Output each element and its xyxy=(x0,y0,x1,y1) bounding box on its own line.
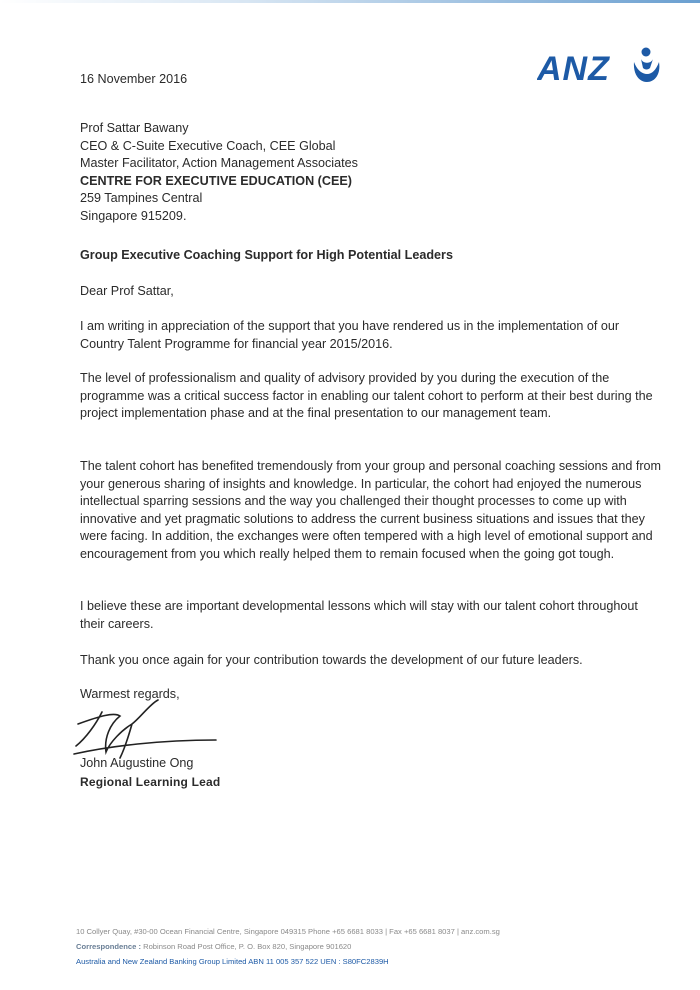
letter-salutation: Dear Prof Sattar, xyxy=(80,284,174,298)
recipient-name: Prof Sattar Bawany xyxy=(80,121,189,135)
paragraph-appreciation: I am writing in appreciation of the support that you have rendered us in the implementation of our Country Talent Programme for financial year 2015/2016. xyxy=(80,319,620,351)
anz-logo-text: ANZ xyxy=(537,50,610,88)
recipient-street: 259 Tampines Central xyxy=(80,191,203,205)
paragraph-coaching-benefits: The talent cohort has benefited tremendously from your group and personal coaching sessions and from your generous sharing of insights and knowledge. In particular, the cohort had enjoyed the numerous intellectual sparring sessions and the way you challenged their thought processes to come up with innovative and yet pragmatic solutions to address the current business situations and issues that they were facing. In addition, the exchanges were often tempered with a high level of emotional support and encouragement from you which really helped them to remain focused when the going got tough. xyxy=(80,459,662,561)
footer-correspondence-label: Correspondence : xyxy=(76,942,141,951)
footer-correspondence-text: Robinson Road Post Office, P. O. Box 820, Singapore 901620 xyxy=(140,942,352,951)
paragraph-lessons: I believe these are important developmental lessons which will stay with our talent cohort throughout their careers. xyxy=(80,599,638,631)
top-border-line xyxy=(0,0,700,3)
paragraph-thanks: Thank you once again for your contribution towards the development of our future leaders. xyxy=(80,653,583,667)
anz-logo-graphic xyxy=(537,46,661,90)
signer-name: John Augustine Ong xyxy=(80,756,194,770)
letterhead-footer xyxy=(76,924,676,969)
footer-entity-line: Australia and New Zealand Banking Group Limited ABN 11 005 357 522 UEN : S80FC2839H xyxy=(76,957,389,966)
recipient-address xyxy=(80,120,358,225)
recipient-title-2: Master Facilitator, Action Management Associates xyxy=(80,156,358,170)
anz-logo xyxy=(537,46,661,90)
footer-correspondence xyxy=(76,939,676,954)
letter-closing: Warmest regards, xyxy=(80,687,180,701)
signer-title: Regional Learning Lead xyxy=(80,775,221,789)
recipient-organization: CENTRE FOR EXECUTIVE EDUCATION (CEE) xyxy=(80,173,352,188)
letter-subject: Group Executive Coaching Support for High Potential Leaders xyxy=(80,248,453,262)
anz-people-symbol xyxy=(634,48,659,83)
handwritten-signature xyxy=(70,694,220,769)
paragraph-professionalism: The level of professionalism and quality of advisory provided by you during the execution of the programme was a critical success factor in enabling our talent cohort to perform at their best during the project implementation phase and at the final presentation to our management team. xyxy=(80,371,653,420)
footer-address-line: 10 Collyer Quay, #30-00 Ocean Financial Centre, Singapore 049315 Phone +65 6681 8033 | Fax +65 6681 8037 | anz.com.sg xyxy=(76,927,500,936)
recipient-title-1: CEO & C-Suite Executive Coach, CEE Global xyxy=(80,138,336,153)
recipient-city: Singapore 915209. xyxy=(80,208,187,223)
letter-date: 16 November 2016 xyxy=(80,72,188,86)
